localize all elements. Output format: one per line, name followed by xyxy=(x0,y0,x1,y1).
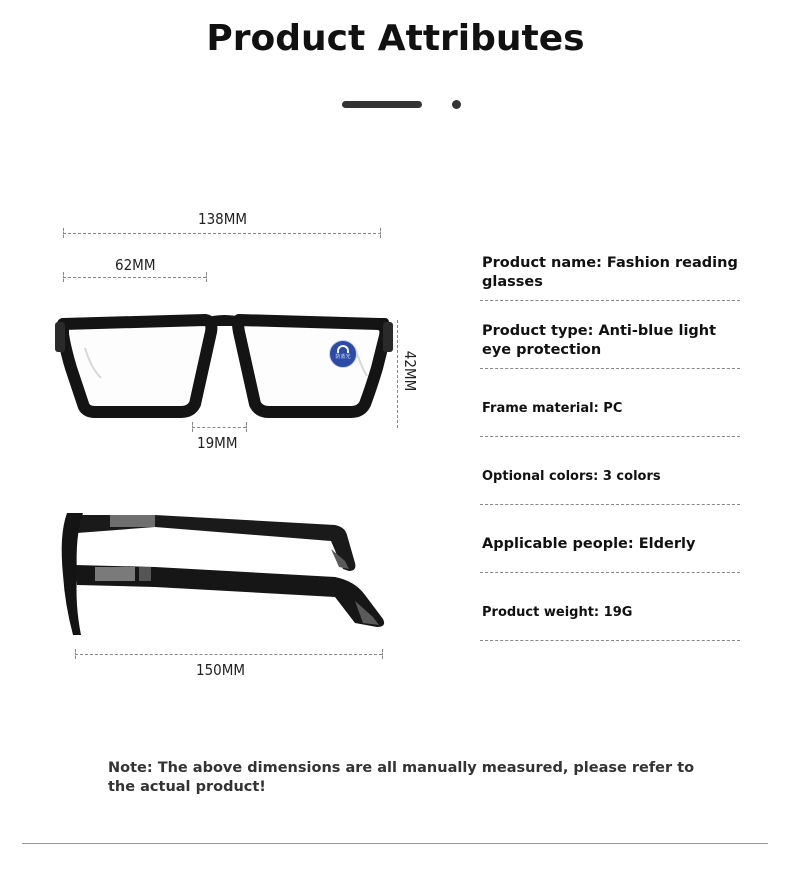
lens-height-line xyxy=(397,320,398,428)
lens-width-label: 62MM xyxy=(115,256,156,274)
bridge-line xyxy=(192,427,246,428)
attribute-divider xyxy=(480,640,740,641)
decorative-bar xyxy=(342,101,422,108)
attribute-text: Product weight: 19G xyxy=(482,605,633,620)
bridge-label: 19MM xyxy=(197,434,238,452)
wifi-icon xyxy=(337,345,349,353)
attribute-divider xyxy=(480,436,740,437)
anti-blue-light-badge-icon xyxy=(329,340,357,368)
temple-length-tick-left xyxy=(75,649,76,659)
bridge-tick-left xyxy=(192,422,193,432)
page-title: Product Attributes xyxy=(206,18,585,59)
attribute-text: Product name: Fashion reading glasses xyxy=(482,255,738,290)
attribute-product-type xyxy=(482,322,740,360)
lens-width-tick-left xyxy=(63,272,64,282)
lens-width-tick-right xyxy=(206,272,207,282)
lens-height-label: 42MM xyxy=(401,350,420,392)
decorative-dot xyxy=(452,100,461,109)
total-width-label: 138MM xyxy=(198,210,248,228)
attribute-applicable-people xyxy=(482,535,740,554)
bridge-tick-right xyxy=(246,422,247,432)
badge-text: 防蓝光 xyxy=(335,354,351,360)
temple-length-line xyxy=(75,654,382,655)
attribute-divider xyxy=(480,504,740,505)
total-width-line xyxy=(63,233,381,234)
attribute-product-weight xyxy=(482,603,740,622)
total-width-tick-right xyxy=(380,228,381,238)
glasses-side-view xyxy=(55,505,395,645)
attribute-frame-material xyxy=(482,399,740,418)
attribute-optional-colors xyxy=(482,467,740,486)
temple-length-tick-right xyxy=(382,649,383,659)
measurement-note: Note: The above dimensions are all manually measured, please refer to the actual product! xyxy=(108,760,695,795)
attribute-divider xyxy=(480,368,740,369)
attribute-text: Frame material: PC xyxy=(482,401,623,416)
attribute-text: Product type: Anti-blue light eye protection xyxy=(482,323,717,358)
lens-width-line xyxy=(63,277,206,278)
total-width-tick-left xyxy=(63,228,64,238)
attribute-text: Optional colors: 3 colors xyxy=(482,469,661,484)
attribute-text: Applicable people: Elderly xyxy=(482,536,696,552)
attribute-divider xyxy=(480,300,740,301)
temple-length-label: 150MM xyxy=(196,661,246,679)
attribute-product-name xyxy=(482,254,740,292)
attribute-divider xyxy=(480,572,740,573)
bottom-divider xyxy=(22,843,768,844)
